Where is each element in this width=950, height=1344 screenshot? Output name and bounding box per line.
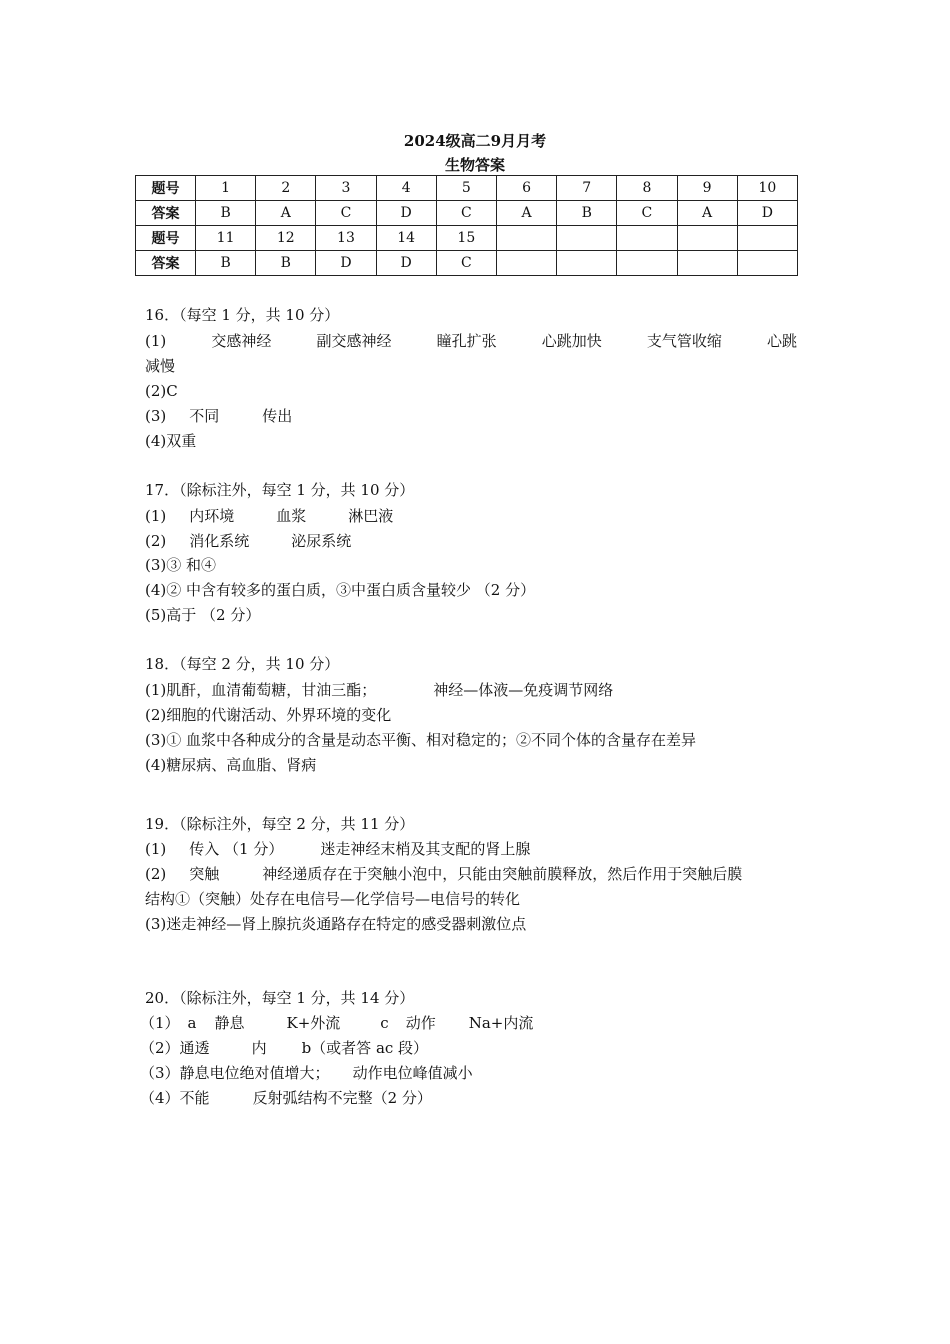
q18-answer: 神经—体液—免疫调节网络 (433, 681, 614, 699)
table-row (136, 201, 798, 226)
q16-answer: 支气管收缩 (646, 332, 722, 350)
q20-part2 (140, 1038, 428, 1058)
q17-heading: 17．（除标注外，每空 1 分，共 10 分） (145, 481, 415, 499)
q16-answer: 交感神经 (211, 332, 272, 350)
table-cell: B (256, 251, 316, 276)
q18-part4: (4)糖尿病、高血脂、肾病 (145, 756, 317, 774)
q20-answer: 不能 (179, 1089, 210, 1107)
q16-answer: 不同 (189, 407, 220, 425)
table-row-label: 答案 (136, 201, 196, 226)
q20-answer: 静息电位绝对值增大； (179, 1064, 330, 1082)
table-cell: C (436, 251, 496, 276)
table-cell (677, 226, 737, 251)
q20-part1-number: （1） (140, 1014, 180, 1032)
table-row-label: 答案 (136, 251, 196, 276)
table-cell: B (196, 201, 256, 226)
q16-part1-number: (1) (145, 332, 167, 350)
q18-answer: (1)肌酐，血清葡萄糖，甘油三酯； (145, 681, 377, 699)
q16-answer: 心跳加快 (541, 332, 602, 350)
page-title: 2024级高二9月月考 (403, 132, 547, 150)
q18-heading: 18．（每空 2 分，共 10 分） (145, 655, 340, 673)
q17-part1 (145, 506, 393, 526)
q17-part1-number: (1) (145, 507, 167, 525)
q20-part1 (140, 1013, 533, 1033)
q20-answer: K+外流 (286, 1014, 341, 1032)
table-cell: C (316, 201, 376, 226)
q20-part3 (140, 1063, 473, 1083)
q20-answer: 静息 (214, 1014, 245, 1032)
q17-answer: 消化系统 (189, 532, 250, 550)
table-cell: B (196, 251, 256, 276)
table-cell: 11 (196, 226, 256, 251)
table-cell: 1 (196, 176, 256, 201)
table-cell: 12 (256, 226, 316, 251)
q16-answer: 瞳孔扩张 (436, 332, 497, 350)
q18-part1 (145, 680, 613, 700)
table-cell (677, 251, 737, 276)
table-cell: 3 (316, 176, 376, 201)
q20-answer: 反射弧结构不完整（2 分） (252, 1089, 432, 1107)
q20-answer: 动作 (405, 1014, 436, 1032)
q16-answer: 传出 (262, 407, 293, 425)
table-cell: 2 (256, 176, 316, 201)
table-cell: C (436, 201, 496, 226)
q19-part3: (3)迷走神经—肾上腺抗炎通路存在特定的感受器刺激位点 (145, 915, 527, 933)
q17-part5: (5)高于 （2 分） (145, 606, 261, 624)
q17-part2-number: (2) (145, 532, 167, 550)
table-cell: C (617, 201, 677, 226)
q20-part3-number: （3） (140, 1064, 180, 1082)
q16-answer: 心跳 (766, 332, 797, 350)
q19-answer: 迷走神经末梢及其支配的肾上腺 (320, 840, 531, 858)
table-row-label: 题号 (136, 176, 196, 201)
q20-part4-number: （4） (140, 1089, 180, 1107)
table-cell: 8 (617, 176, 677, 201)
q20-answer: 动作电位峰值减小 (352, 1064, 473, 1082)
table-cell: B (557, 201, 617, 226)
q19-part1 (145, 839, 530, 859)
table-row (136, 176, 798, 201)
table-cell: D (737, 201, 797, 226)
q20-heading: 20．（除标注外，每空 1 分，共 14 分） (145, 989, 415, 1007)
q18-part3: (3)① 血浆中各种成分的含量是动态平衡、相对稳定的；②不同个体的含量存在差异 (145, 731, 697, 749)
q19-part2 (145, 864, 742, 884)
q19-answer: 神经递质存在于突触小泡中，只能由突触前膜释放，然后作用于突触后膜 (262, 865, 743, 883)
q20-answer: 内 (251, 1039, 267, 1057)
q19-answer: 传入 （1 分） (189, 840, 284, 858)
q20-answer: a (187, 1014, 197, 1032)
q17-part4: (4)② 中含有较多的蛋白质，③中蛋白质含量较少 （2 分） (145, 581, 536, 599)
q20-answer: Na+内流 (468, 1014, 534, 1032)
q17-part3: (3)③ 和④ (145, 556, 217, 574)
q19-part1-number: (1) (145, 840, 167, 858)
table-cell (737, 251, 797, 276)
table-cell: D (376, 201, 436, 226)
table-row-label: 题号 (136, 226, 196, 251)
table-cell (496, 226, 556, 251)
table-cell: D (316, 251, 376, 276)
table-cell: A (677, 201, 737, 226)
q19-heading: 19．（除标注外，每空 2 分，共 11 分） (145, 815, 415, 833)
q16-heading: 16．（每空 1 分，共 10 分） (145, 306, 340, 324)
q16-part1 (145, 331, 797, 351)
q19-part2-continued: 结构①（突触）处存在电信号—化学信号—电信号的转化 (145, 890, 521, 908)
table-cell (617, 251, 677, 276)
q17-answer: 血浆 (276, 507, 307, 525)
table-cell: A (496, 201, 556, 226)
table-cell (617, 226, 677, 251)
q18-part2: (2)细胞的代谢活动、外界环境的变化 (145, 706, 392, 724)
q17-part2 (145, 531, 351, 551)
q20-part2-number: （2） (140, 1039, 180, 1057)
table-cell: 13 (316, 226, 376, 251)
table-cell: 10 (737, 176, 797, 201)
table-cell: 6 (496, 176, 556, 201)
table-cell: 7 (557, 176, 617, 201)
page-subtitle: 生物答案 (444, 156, 505, 174)
q20-part4 (140, 1088, 432, 1108)
q20-answer: c (380, 1014, 389, 1032)
q19-part2-number: (2) (145, 865, 167, 883)
answer-table (135, 175, 798, 276)
table-cell (737, 226, 797, 251)
table-cell (557, 251, 617, 276)
table-row (136, 226, 798, 251)
table-row (136, 251, 798, 276)
table-cell: 15 (436, 226, 496, 251)
q16-answer: 副交感神经 (316, 332, 392, 350)
q16-part1-continued: 减慢 (145, 357, 176, 375)
q16-part2: (2)C (145, 382, 178, 400)
q16-part3 (145, 406, 292, 426)
table-cell: A (256, 201, 316, 226)
table-cell: D (376, 251, 436, 276)
q19-answer: 突触 (189, 865, 220, 883)
table-cell (557, 226, 617, 251)
table-cell: 4 (376, 176, 436, 201)
q16-part3-number: (3) (145, 407, 167, 425)
q17-answer: 内环境 (189, 507, 235, 525)
q20-answer: b（或者答 ac 段） (301, 1039, 429, 1057)
table-cell: 5 (436, 176, 496, 201)
table-cell: 14 (376, 226, 436, 251)
q16-part4: (4)双重 (145, 432, 197, 450)
table-cell: 9 (677, 176, 737, 201)
q17-answer: 泌尿系统 (291, 532, 352, 550)
q20-answer: 通透 (179, 1039, 210, 1057)
q17-answer: 淋巴液 (348, 507, 394, 525)
table-cell (496, 251, 556, 276)
